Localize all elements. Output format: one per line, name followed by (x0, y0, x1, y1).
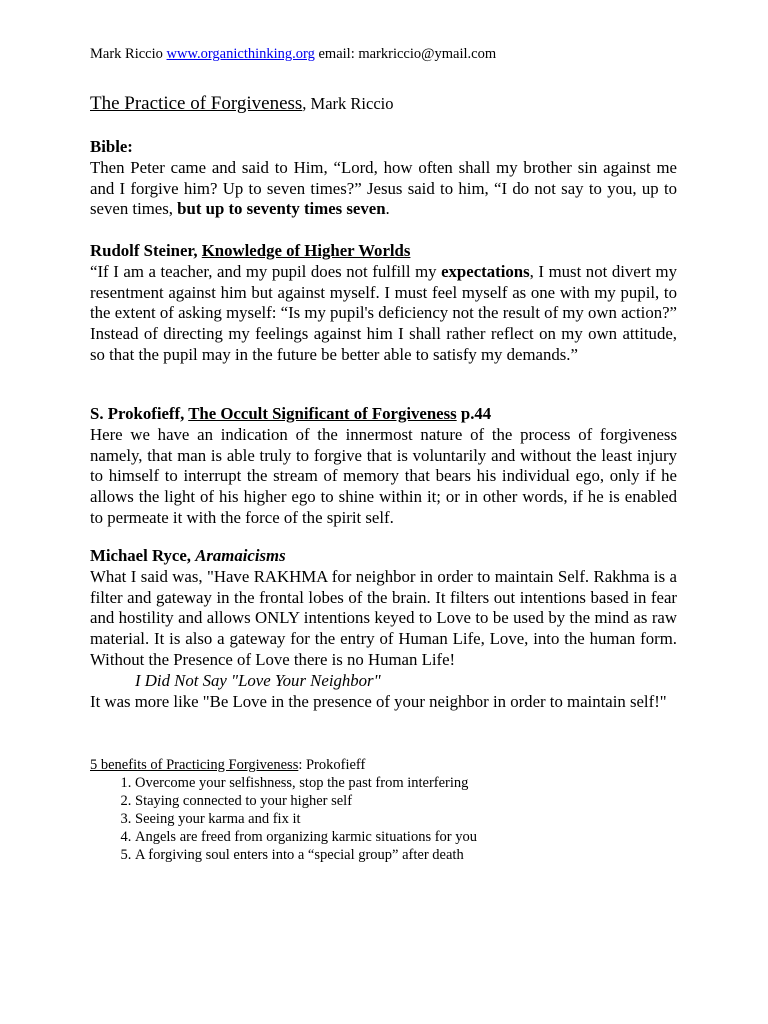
header-author: Mark Riccio (90, 46, 163, 62)
emphasis-text: expectations (441, 261, 530, 281)
source-author: S. Prokofieff, (90, 404, 189, 423)
italic-quote: I Did Not Say "Love Your Neighbor" (135, 670, 381, 690)
source-work: Knowledge of Higher Worlds (201, 241, 411, 260)
source-work: The Occult Significant of Forgiveness (188, 404, 457, 423)
list-item: 4. Angels are freed from organizing karmic situations for you (135, 828, 677, 846)
section-steiner (90, 241, 677, 366)
website-link[interactable]: www.organicthinking.org (166, 46, 315, 62)
section-body: Here we have an indication of the innermost nature of the process of forgiveness namely, that man is able truly to forgive that is voluntarily and without the least injury to himself to interrupt the stream of memory that bears his individual ego, only if he allows the light of his higher ego to shine within it; or in other words, if he is enabled to permeate it with the force of the spirit self. (90, 424, 677, 527)
list-item: 5. A forgiving soul enters into a “special group” after death (135, 846, 677, 864)
page-header (90, 46, 496, 63)
section-heading (90, 241, 677, 262)
header-email: email: markriccio@ymail.com (318, 46, 497, 62)
section-ryce (90, 546, 677, 712)
source-author: Rudolf Steiner, (90, 241, 202, 260)
source-page: p.44 (456, 404, 492, 423)
section-prokofieff (90, 404, 677, 529)
section-heading: Bible: (90, 137, 133, 156)
section-closing: It was more like "Be Love in the presence of your neighbor in order to maintain self!" (90, 691, 667, 711)
source-work: Aramaicisms (195, 546, 286, 565)
benefits-list (90, 774, 677, 864)
benefits-heading: 5 benefits of Practicing Forgiveness: Prokofieff (90, 757, 366, 773)
section-bible (90, 137, 677, 220)
section-heading (90, 404, 677, 425)
list-item: 3. Seeing your karma and fix it (135, 810, 677, 828)
list-item: 2. Staying connected to your higher self (135, 792, 677, 810)
document-title (90, 93, 393, 115)
source-author: Michael Ryce, (90, 546, 196, 565)
emphasis-text: but up to seventy times seven (177, 199, 386, 219)
section-body: Then Peter came and said to Him, “Lord, how often shall my brother sin against me and I forgive him? Up to seven times?” Jesus said to him, “I do not say to you, up to seven times, but up to seventy times seven. (90, 157, 677, 219)
benefits-list-section (90, 756, 677, 864)
list-item: 1. Overcome your selfishness, stop the past from interfering (135, 774, 677, 792)
section-body: “If I am a teacher, and my pupil does not fulfill my expectations, I must not divert my resentment against him but against myself. I must feel myself as one with my pupil, to the extent of asking myself: “Is my pupil's deficiency not the result of my own action?” Instead of directing my feelings against him I shall rather reflect on my own attitude, so that the pupil may in the future be better able to satisfy my demands.” (90, 261, 677, 364)
title-separator: , (302, 94, 311, 113)
title-text: The Practice of Forgiveness (90, 93, 303, 114)
title-author: Mark Riccio (310, 94, 394, 113)
section-body: What I said was, "Have RAKHMA for neighbor in order to maintain Self. Rakhma is a filter and gateway in the frontal lobes of the brain. It filters out intentions based in fear and hostility and allows ONLY intentions keyed to Love to be used by the mind as raw material. It is also a gateway for the entry of Human Life, Love, into the human form. Without the Presence of Love there is no Human Life! (90, 566, 677, 669)
section-heading (90, 546, 677, 567)
